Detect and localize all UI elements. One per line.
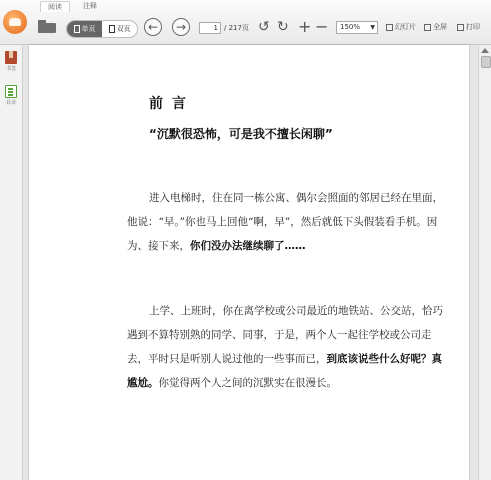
toolbar	[0, 0, 491, 45]
page-view-toggle	[66, 20, 138, 38]
tab-annotate[interactable]: 注释	[83, 2, 97, 10]
table-of-contents-icon	[5, 85, 17, 98]
zoom-select[interactable]	[336, 21, 378, 34]
paragraph-1	[127, 186, 445, 258]
vertical-scrollbar[interactable]	[478, 45, 491, 480]
open-folder-icon[interactable]	[38, 20, 56, 33]
print-button[interactable]	[457, 21, 480, 34]
slideshow-icon	[386, 24, 393, 31]
single-page-icon	[74, 25, 80, 33]
document-page	[29, 45, 469, 480]
scroll-thumb[interactable]	[481, 56, 491, 68]
bookmark-label: 书签	[5, 66, 16, 72]
paragraph-2	[127, 299, 445, 395]
prev-page-button[interactable]	[144, 18, 162, 36]
page-subtitle: “沉默很恐怖，可是我不擅长闲聊”	[149, 127, 333, 141]
arrow-right-icon: →	[175, 20, 187, 34]
page-number-input[interactable]: 1	[199, 22, 221, 34]
paragraph-2-text: 上学、上班时，你在离学校或公司最近的地铁站、公交站，恰巧遇到不算特别熟的同学、同事，于是，两个人一起往学校或公司走去，平时只是听别人说过他的一些事而已，	[127, 305, 443, 365]
single-page-label: 单页	[81, 25, 96, 33]
paragraph-1-bold: 你们没办法继续聊了……	[190, 240, 306, 252]
paragraph-2-tail: 你觉得两个人之间的沉默实在很漫长。	[158, 377, 337, 389]
rotate-left-icon[interactable]: ↺	[258, 19, 270, 35]
single-page-button[interactable]	[67, 21, 102, 37]
bookmark-button[interactable]	[2, 51, 20, 72]
chevron-down-icon: ▼	[370, 24, 375, 31]
ribbon-tabs	[40, 1, 104, 12]
bookmark-icon	[5, 51, 17, 64]
next-page-button[interactable]	[172, 18, 190, 36]
rotate-right-icon[interactable]: ↻	[277, 19, 289, 35]
zoom-out-icon[interactable]: −	[315, 17, 329, 36]
paragraph-1-text: 进入电梯时，住在同一栋公寓、偶尔会照面的邻居已经在里面，他说：“早。”你也马上回他“啊，早”，然后就低下头假装看手机。因为、接下来，	[127, 192, 443, 252]
zoom-value: 150%	[340, 23, 361, 31]
zoom-in-icon[interactable]: +	[298, 17, 312, 36]
tab-read[interactable]: 阅读	[40, 1, 70, 12]
slideshow-button[interactable]	[386, 21, 416, 34]
fullscreen-label: 全屏	[433, 23, 447, 31]
paragraph-2-bold: 到底该说些什么好呢？真尴尬。	[127, 353, 442, 389]
side-panel	[0, 45, 23, 480]
printer-icon	[457, 24, 464, 31]
scroll-up-icon[interactable]	[481, 48, 489, 53]
print-label: 打印	[466, 23, 480, 31]
double-page-icon	[109, 25, 115, 33]
double-page-label: 双页	[116, 25, 131, 33]
toc-button[interactable]	[2, 85, 20, 106]
page-heading: 前 言	[149, 96, 188, 112]
page-total: / 217页	[224, 24, 249, 32]
toolbar-row	[0, 17, 491, 39]
double-page-button[interactable]	[102, 21, 137, 37]
arrow-left-icon: ←	[147, 20, 159, 34]
document-viewport[interactable]	[23, 45, 478, 480]
fullscreen-button[interactable]	[424, 21, 447, 34]
fullscreen-icon	[424, 24, 431, 31]
slideshow-label: 幻灯片	[395, 23, 416, 31]
toc-label: 目录	[5, 100, 16, 106]
